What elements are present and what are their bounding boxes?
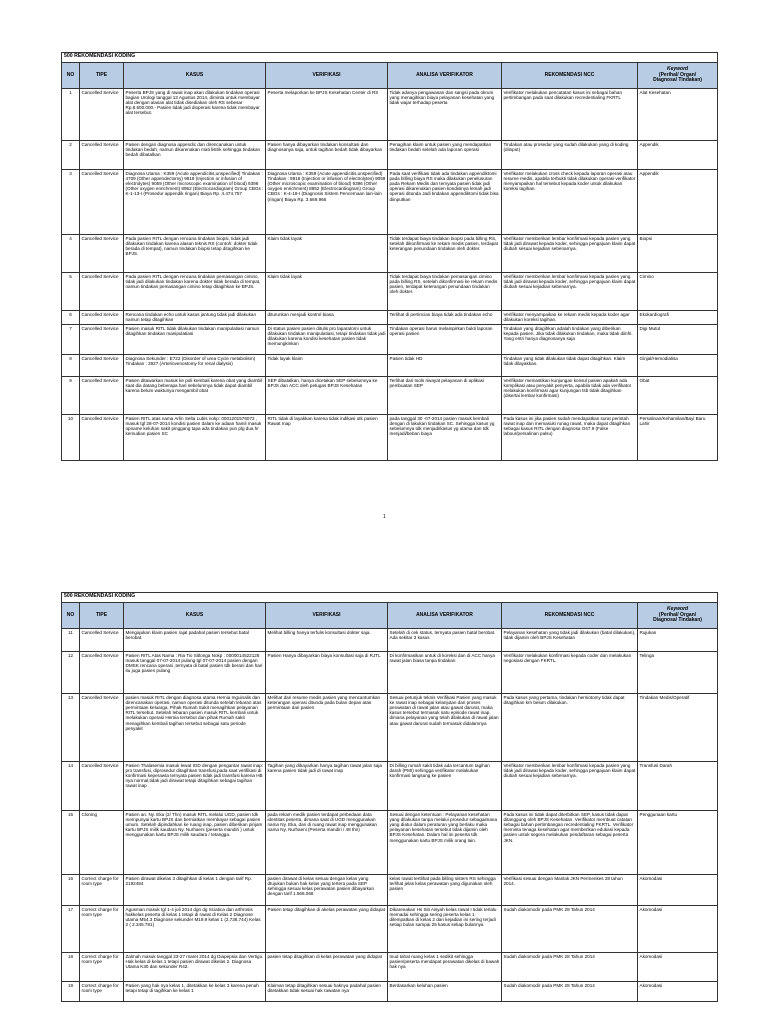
table-title: 500 REKOMENDASI KODING [62,53,718,63]
row-analisa: Dikarenakan Hs Siti Aisyah kelas rawat I tidak terlalu memadai sehingga sering peserta kelas 1 dilempatkan di kelas 2 dan kejadian ini sering terjadi setiap bulan sampai 25 kasus setiap bulannya [388,906,502,953]
row-verifikasi: Diagnosa Utama : K359 (Acute appendicitis,unspecified) Tindakan : 9918 (Injection or infusion of electrolytes) 9059 (Other microscopic examination of blood) 9396 (Other oxygen enrichment) 8952 (Electrocardiogram) Group CBGs : K-4-18-I (Diagnosis Sistem Pencernaan lain-lain (ringan) Biaya Rp. 3.669.966 [266,170,388,235]
header-verifikasi: VERIFIKASI [266,63,388,89]
row-rekomendasi: Sudah diakomodir pada PMK 28 Tahun 2014 [502,953,638,982]
row-kasus: Mengajukan klaim pasien rajal padahal pasien tersebut batal berobat. [124,629,266,652]
row-tipe: Cancelled Service [80,311,124,325]
row-no: 6 [62,311,80,325]
row-tipe: Cancelled Service [80,170,124,235]
row-tipe: Cancelled Service [80,325,124,355]
row-keyword: Persalinan/Kehamilan/Bayi Baru Lahir [638,415,718,461]
row-tipe: Cancelled Service [80,273,124,311]
row-keyword: Appendik [638,141,718,170]
header-keyword-line2: (Perihal/ Organ/ [658,611,697,618]
row-kasus: Pasien masuk RITL tidak dilakukan tindakan manipulatiasi namun ditagihkan tindakan manipulatiasi [124,325,266,355]
row-rekomendasi: Verifikator melakukan konfirmasi kepada coder dan melakukan negosiasi dengan FKRTL. [502,652,638,694]
row-keyword: Telinga [638,652,718,694]
row-analisa: Terlihat dari tools riwayat pelayanan di aplikasi pembuatan SEP [388,377,502,415]
row-tipe: Cancelled Service [80,694,124,762]
row-rekomendasi: Verifikator melakukan cross check kepada laporan operasi atau resume medis, apabila terbukti tidak dilakukan operasi verifikator menyampaikan hal tersebut kepada koder untuk dilakukan koreksi tagihan. [502,170,638,235]
row-verifikasi: pasien tetap ditagihkan di kelas perawatan yang didapat [266,953,388,982]
header-no: NO [62,603,80,629]
row-tipe: Correct charge for room type [80,982,124,1002]
table-row [62,141,718,170]
row-no: 17 [62,906,80,953]
header-verifikasi: VERIFIKASI [266,603,388,629]
row-keyword: Alat Kesehatan [638,89,718,141]
row-analisa: Pasien tidak HD [388,355,502,377]
table-row [62,694,718,762]
row-keyword: Akomodasi [638,875,718,906]
row-analisa: Tidak terdapat biaya tindakan pemasangan cimino pada billing RS, setelah dikonfirmasi ke rekam medis pasien, terdapat keterangan penundaan tindakan oleh dokter. [388,273,502,311]
row-kasus: Rencana tindakan echo untuk kasus jantung tidak jadi dilakukan namun tetap ditagihkan [124,311,266,325]
table-row [62,415,718,461]
row-tipe: Correct charge for room type [80,906,124,953]
row-verifikasi: Pasien hanya dibayarkan tindakan konsultasi dan diagnosanya saja, untuk tagihan bedah tidak dibayarkan [266,141,388,170]
row-rekomendasi: Tindakan yang tidak dilakukan tidak dapat ditagihkan. Klaim tidak dilayakkan. [502,355,638,377]
row-keyword: Akomodasi [638,982,718,1002]
table-row [62,355,718,377]
row-kasus: Diagnosa Sekunder : E722 (Disorder of urea Cycle metabolism) Tindakan : 3927 (Arteriovenostomy for renal dialysis) [124,355,266,377]
row-analisa: mud tahat ruang kelas 1 sedikit sehingga pasien/peserta mendapat perawatan dikelas di bawah hak nya [388,953,502,982]
header-keyword-line3: Diagnosa/ Tindakan) [653,617,702,624]
table-row [62,629,718,652]
row-tipe: Cancelled Service [80,355,124,377]
row-tipe: Cancelled Service [80,652,124,694]
row-tipe: Cancelled Service [80,141,124,170]
row-no: 10 [62,415,80,461]
row-verifikasi: diturunkan menjadi kontrol biasa [266,311,388,325]
header-keyword-line2: (Perihal/ Organ/ [658,71,697,78]
row-kasus: pasien masuk RITL dengan diagnosa utama Hernia Inguinalis dan direncanakan operasi, namun operasi ditunda setelah lebaran atas permintaan keluarga. Pihak Rumah Sakit menagihkan pelayanan RITL tersebut. Setelah lebaran pasien masuk RITL kembali untuk melakukan operasi Hernia tersebut dan pihak Rumah sakit menagihkan kembali tagihan tersebut sebagai satu periode penyakit [124,694,266,762]
table-row [62,273,718,311]
header-keyword-line1: Keyword [666,606,689,613]
row-no: 15 [62,811,80,875]
row-rekomendasi: Verifikasi sesuai dengan Manlak JKN Permenkes 28 tahun 2014. [502,875,638,906]
header-rekomendasi: REKOMENDASI NCC [502,603,638,629]
row-keyword: Penggunaan kartu [638,811,718,875]
row-rekomendasi: Tindakan yang ditagihkan adalah tindakan yang diberikan kepada pasien. Jika tidak dilakukan tindakan, maka tidak diinfri. Yang entri hanya diagnosanya saja [502,325,638,355]
row-analisa: kelas rawat tertlihat pada billing sistem RS sehingga terlihat jelas kelas perawatan yang digunakan oleh pasien [388,875,502,906]
row-analisa: Berdasarkan keluhan pasien [388,982,502,1002]
row-analisa: Tidak terdapat biaya tindakan biopsi pada billing RS, setelah dikonfirmasi ke rekam medis pasien, terdapat keterangan penundaan tindakan oleh dokter. [388,235,502,273]
header-keyword-line3: Diagnosa/ Tindakan) [653,77,702,84]
row-verifikasi: SEP dibatalkan, hanya dicetakan SEP sebelumnya ke BPJS dan ACC oleh petugas BPJS Kesehatan [266,377,388,415]
row-rekomendasi: Sudah diakomodir pada PMK 28 Tahun 2014 [502,982,638,1002]
header-no: NO [62,63,80,89]
row-no: 14 [62,762,80,811]
row-kasus: Zalmah masuk tanggal 23-27 maret 2014 dg Diapepsia dan Vertigo. Hak kelas di kelas 1 tetapi pasien dirawat dikelas 2. Diagnosa Utama K30 dan sekunder R42. [124,953,266,982]
row-tipe: Correct charge for room type [80,875,124,906]
row-rekomendasi: Pelayanan kesehatan yang tidak jadi dilakukan (batal dilakukan), tidak dijamin oleh BPJS Kesehatan [502,629,638,652]
row-kasus: Agusman masuk tgl 1-4 juli 2014 dgn dg Sciatica dan arthrosis hakkelas peserta di kelas 1 tetapi di rawat di Kelas 2 Diagnose utama M54.3 Diagnose sekunder M19.9 kelas 1 (2.736.744) Kelas 2 ( 2.345.781) [124,906,266,953]
row-keyword: Ekokardiografi [638,311,718,325]
table-title: 500 REKOMENDASI KODING [62,593,718,603]
row-analisa: Sesuai petunjuk teknis Verifikasi Pasien yang masuk ke rawat inap sebagai kelanjutan dari proses perawatan di rawat jalan atau gawat darurat, maka kasus tersebut termasuk satu episode rawat inap, dimana pelayanan yang telah dilakukan di rawat jalan atau gawat darurat sudah termasuk didalamnya [388,694,502,762]
row-rekomendasi: Verifikator memberikan lembar konfirmasi kepada pasien yang tidak jadi dirawat kepada koder, sehingga pengajuan klaim dapat diubah sesuai kejadian sebenarnya. [502,235,638,273]
table-row [62,953,718,982]
row-tipe: Cancelled Service [80,89,124,141]
row-rekomendasi: Verifikator memberikan lembar konfirmasi kepada pasien yang tidak jadi dirawat kepada koder, sehingga pengajuan klaim dapat diubah sesuai kejadian sebenarnya. [502,762,638,811]
row-keyword: Obat [638,377,718,415]
row-rekomendasi: Pada kasus ini jika pasien sudah mendapatkan surat perintah rawat inap dan memasuki runag rawat, maka dapat ditagihkan sebagai kasus RITL dengan diagnosa O47.9 (False labour/persalinan palsu) [502,415,638,461]
row-rekomendasi: Sudah diakomodir pada PMK 28 Tahun 2014 [502,906,638,953]
row-kasus: Pasien dirawat dikelas 3 ditagihkan di kelas 1 dengan tarif Rp. 2192494 [124,875,266,906]
row-verifikasi: Di status pasien pasien ditulis pro laparatomi untuk dilakukan tindakan manipulatiasi, tetapi tindakan tidak jadi dilakukan karena kondisi kesehatan pasien tidak memungkinkan [266,325,388,355]
row-verifikasi: Tidak layak klaim [266,355,388,377]
row-verifikasi: Klaim tidak layak [266,273,388,311]
row-kasus: Pada pasien RITL dengan rencana tindakan pemasangan cimino, tidak jadi dilakukan tindakan karena dokter tidak berada di tempat, namun tindakan pemasangan cimino tetap ditagihkan ke BPJS. [124,273,266,311]
row-tipe: Cancelled Service [80,377,124,415]
row-no: 8 [62,355,80,377]
table-row [62,875,718,906]
row-verifikasi: Tagihan yang dibayarkan hanya tagihan rawat jalan saja karena pasien tidak jadi di rawat inap [266,762,388,811]
row-verifikasi: Melihat dari resume medis pasien yang mencantumkan keterangan operasi ditunda pada bulan depan atas permintaan dari pasien [266,694,388,762]
row-kasus: Pasien an. Ny. Eka (2/ Thn) masuk RITL melalui UGD, pasien tdk mempunyai kartu BPJS dan berniatkan membayar sebagai pasien umum. Setelah dipindahkan ke ruang inap, pasien diberikan pinjam kartu BPJS milik saudara Ny. Nurhaeni (peserta mandiri ) untuk menggunakan kartu BPJS milik saudara / tetangga. [124,811,266,875]
row-kasus: Peserta BPJS yang di rawat inap akan dilakukan tindakan operasi bagian Urologi tanggal 13 Agustus 2014, diminta untuk membayar alat dengan alasan alat tidak disediakan oleh RS sebesar Rp.8.500.000.- Pasien tidak jadi dioperasi karena tidak membayar alat tersebut. [124,89,266,141]
table-row [62,811,718,875]
header-tipe: TIPE [80,63,124,89]
row-no: 7 [62,325,80,355]
row-no: 18 [62,953,80,982]
row-keyword: Cimino [638,273,718,311]
row-analisa: Di billing rumah sakit tidak ada tercantum tagihan darah (PMI) sehingga verifikator melakukan konfirmasi langsung ke pasien [388,762,502,811]
row-rekomendasi: Verifikator melakukan pencatatan kasus ini sebagai bahan pertimbangan pada saat dilakukan recredentialing FKRTL [502,89,638,141]
row-analisa: Setelah di cek status, ternyata pasien batal berobat. Ada sekitar 3 kasus [388,629,502,652]
row-keyword: Akomodasi [638,953,718,982]
row-tipe: Cancelled Service [80,762,124,811]
header-keyword [638,603,718,629]
row-no: 13 [62,694,80,762]
row-no: 16 [62,875,80,906]
table-row [62,982,718,1002]
row-keyword: Biopsi [638,235,718,273]
row-kasus: Pasien ditawarkan masuk ke poli kembali karena obat yang diambil saat dia datang beberapa hari sebelumnya tidak dapat diambil karena belum waktunya mengambil obat [124,377,266,415]
row-keyword: Transfusi Darah [638,762,718,811]
row-no: 2 [62,141,80,170]
table-row [62,170,718,235]
row-keyword: Appendik [638,170,718,235]
row-kasus: Pasien RITL atas nama Arlin Selta Lubis nokp: 0001201576072 , masuk tgl 28-07-2014 kondisi pasien dalam ke adaan hamil masuk opname keluhan sakit pinggang tapa ada tindakan pun plg dua hr kemudian pasien SC [124,415,266,461]
header-rekomendasi: REKOMENDASI NCC [502,63,638,89]
row-rekomendasi: Verifikator memastikan kunjungan konsul pasien apakah ada komplikasi atau penyakit penyerta, apabila tidak ada verifikator melakukan konfirmasi agar kunjungan tsb tidak ditagihkan (disertai lembar konfirmasi) [502,377,638,415]
row-analisa: Penagihan klaim untuk pasien yang mendapatkan tindakan bedah setelah ada laporan operasi [388,141,502,170]
table-row [62,652,718,694]
header-keyword [638,63,718,89]
row-no: 5 [62,273,80,311]
page-number: 1 [383,514,386,520]
row-verifikasi: Peserta melaporkan ke BPJS Kesehatan Center di RS [266,89,388,141]
table-row [62,906,718,953]
row-analisa: Sesuai dengan ketentuan : Pelayanan kesehatan yang dilakukan tanpa melalui prosedur sebagaimana yang diatur dalam peraturan yang berlaku maka pelayanan kesehatan tersebut tidak dijamin oleh BPJS Kesehatan. Dalam hal ini peserta tdk menggunakan kartu BPJS milik orang lain. [388,811,502,875]
row-analisa: Di konfirmasikan untuk di koreksi dan di ACC hanya rawat jalan biasa tanpa tindakan [388,652,502,694]
row-verifikasi: Pasien Hanya dibayarkan biaya konsultasi saja di RJTL [266,652,388,694]
row-keyword: Ginjal/Hemodialisa [638,355,718,377]
row-tipe: Cloning [80,811,124,875]
header-keyword-line1: Keyword [666,66,689,73]
row-verifikasi: pasien dirawat di kelas sesuai dengan kelas yang dtujukan bukan hak kelas yang tertera pada SEP sehingga sesuai kelas perawatan pasien dibayarkan dengan tarif 1.566.068 [266,875,388,906]
row-analisa: pada tanggal 30 -07-2014 pasien masuk kembali dengan di lakukan tindakan SC. Sehingga kasus yg sebelumnya tdk menjadi/kasus yg utama dan tdk menjadi/beban biaya [388,415,502,461]
row-kasus: Diagnosa Utama : K359 (Acute appendicitis,unspecified) Tindakan : 4709 (Other appendectomy) 9918 (Injection or infusion of electrolytes) 9059 (Other microscopic examination of blood) 9396 (Other oxygen enrichment) 8952 (Electrocardiogram) Group CBGs : K-1-13-I (Prosedur appendik ringan) Biaya Rp. 4.474.757 [124,170,266,235]
row-no: 4 [62,235,80,273]
header-analisa: ANALISA VERIFIKATOR [388,63,502,89]
row-tipe: Cancelled Service [80,235,124,273]
row-rekomendasi: Pada kasus yang pertama, tindakan herniotomy tidak dapat ditagihkan krn belum dilakukan. [502,694,638,762]
row-rekomendasi: Verifikator memberikan lembar konfirmasi kepada pasien yang tidak jadi dirawat kepada koder, sehingga pengajuan klaim dapat diubah sesuai kejadian sebenarnya. [502,273,638,311]
table-row [62,377,718,415]
recommendation-table-page-2 [61,592,718,1002]
row-kasus: Pasien yang hak nya kelas 1, ditetakkan ke kelas 3 karena penuh tetapi tetap di tagihkan ke kelas 1 [124,982,266,1002]
row-kasus: Pasien RITL Atas Nama : Ria Tio Sitlonga Nokp : 0000014522128 masuk tanggal 07-07-2014 pulang tgl 07-07-2014 pasien dengan DMSK rencana operasi ,ternyata di batal pasien tdk berani dan hari itu juga pasien pulang [124,652,266,694]
row-no: 3 [62,170,80,235]
row-verifikasi: Pasien tetap ditagihkan di akelas perawatan yang didapat [266,906,388,953]
header-tipe: TIPE [80,603,124,629]
header-kasus: KASUS [124,603,266,629]
row-kasus: Pasien dengan diagnosa appendic dan direncanakan untuk tindakan bedah, namun dikarenakan mati listrik sehingga tindakan bedah dibatalkan [124,141,266,170]
recommendation-table-page-1 [61,52,718,461]
row-verifikasi: Klaiman tetap ditagihkan sesuai haknya padahal pasien ditetakkan tidak sesuai hak rawatan nya [266,982,388,1002]
row-analisa: Tidak adanya pengawasan dan sangsi pada okrum yang menagihkan biaya pelayanan kesehatan yang tidak wajar terhadap peserta [388,89,502,141]
row-no: 19 [62,982,80,1002]
row-analisa: Tindakan operasi harus melampirkan bukti laporan operasi pasien [388,325,502,355]
table-row [62,311,718,325]
row-no: 1 [62,89,80,141]
row-tipe: Cancelled Service [80,415,124,461]
table-row [62,235,718,273]
row-rekomendasi: Pada kasus ini tidak dapat diterbitkan SEP, kasus tidak dapat ditanggung oleh BPJS Kesehatan. Verifikator membuat catatan sebagai bahan pertimbangan recredentialing FKRTL. Verifikator meminta tenaga kesehatan agar memberikan edukasi kepada pasien untuk segera melakukan pendaftaran sebagai peserta JKN. [502,811,638,875]
row-no: 9 [62,377,80,415]
row-analisa: Pada saat verifikasi tidak ada tindakan appendiktomi pada billing biaya RS maka dilakukan penelusuran pada Rekam Medis dan ternyata pasien tidak jadi operasi dikarenakan pasien kondisinya lemah jadi operasi ditunda Jadi tindakan appendiktomi tidak bisa diinputkan [388,170,502,235]
row-verifikasi: Klaim tidak layak [266,235,388,273]
row-keyword: Akomodasi [638,906,718,953]
row-verifikasi: RITL tidak di layakkan karena tidak indikasi utk pasien Rawat Inap [266,415,388,461]
row-kasus: Pada pasien RITL dengan rencana tindakan biopsi, tidak jadi dilakukan tindakan karena alasan teknis RS (contoh: dokter tidak berada di tempat), namun tindakan biopsi tetap ditagihkan ke BPJS. [124,235,266,273]
row-verifikasi: pada rekam medik pasien terdapat perbedaan data identitas peserta, dimana saat di UGD menggunakan nama Ny. Eka, dan di ruang rawat inap menggunakan nama Ny. Nurhaeni (Peserta mandiri / 48 thn) [266,811,388,875]
row-no: 11 [62,629,80,652]
row-no: 12 [62,652,80,694]
header-analisa: ANALISA VERIFIKATOR [388,603,502,629]
row-verifikasi: Melihat billing hanya terfulis konsultasi dokter saja. [266,629,388,652]
row-tipe: Correct charge for room type [80,953,124,982]
table-row [62,325,718,355]
table-row [62,762,718,811]
row-keyword: Rujukan [638,629,718,652]
row-tipe: Cancelled Service [80,629,124,652]
row-rekomendasi: Verifikator menyampaikan ke rekam medis kepada koder agar dilakukan koreksi tagihan. [502,311,638,325]
row-keyword: Digi Mutut [638,325,718,355]
header-kasus: KASUS [124,63,266,89]
row-rekomendasi: Tindakan atau prosedur yang sudah dilakukan yang di koding (diinput) [502,141,638,170]
row-kasus: Pasien Thalasemia masuk lewat IGD dengan pengantar rawat inap: pro transfusi, diprosedur ditagihkan transfusi,pada saat verifikasi di konfirmasi keperawta ternyata pasien tidak jadi transfusi karena HB nya normal,tidak jadi dirawat tetapi ditagihkan sebagai tagihan rawat inap [124,762,266,811]
table-row [62,89,718,141]
row-analisa: Terlihat di pertincian biaya tidak ada tindakan echo [388,311,502,325]
row-keyword: Tindakan Medis/Operatif [638,694,718,762]
